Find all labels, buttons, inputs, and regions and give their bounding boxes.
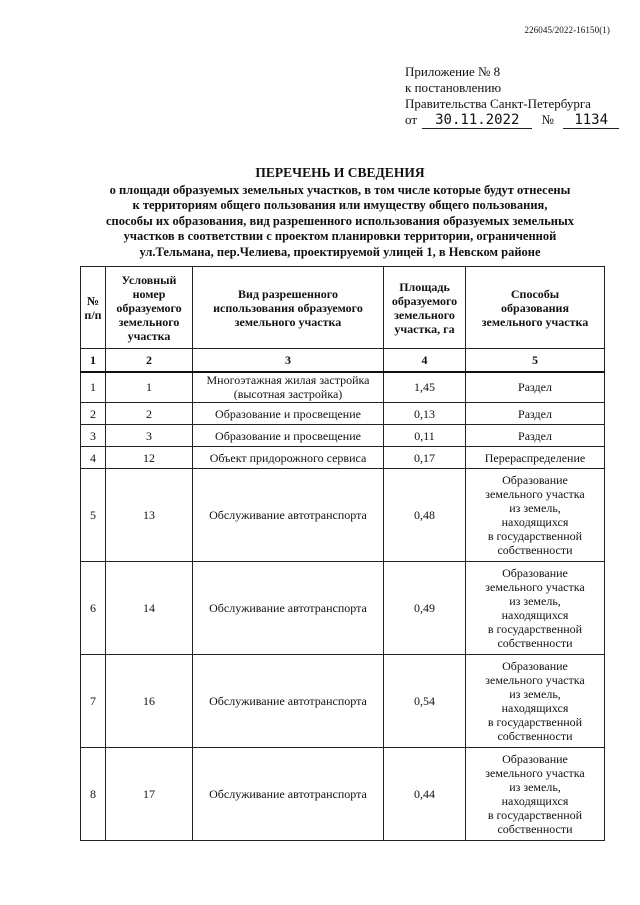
- column-index: 5: [466, 349, 605, 372]
- date-prefix: от: [405, 112, 418, 127]
- column-index: 1: [81, 349, 106, 372]
- plot-area: 0,44: [384, 748, 466, 841]
- permitted-use: Обслуживание автотранспорта: [193, 748, 384, 841]
- formation-method: Образование земельного участка из земель, находящихся в государственной собственности: [466, 562, 605, 655]
- table-header-row: [81, 267, 605, 349]
- plot-area: 0,13: [384, 403, 466, 425]
- table-row: [81, 447, 605, 469]
- row-number: 3: [81, 425, 106, 447]
- land-plots-table: [80, 266, 605, 841]
- column-index: 2: [106, 349, 193, 372]
- header-formation-method: Способы образования земельного участка: [466, 267, 605, 349]
- formation-method: Раздел: [466, 425, 605, 447]
- header-permitted-use: Вид разрешенного использования образуемого земельного участка: [193, 267, 384, 349]
- permitted-use: Образование и просвещение: [193, 425, 384, 447]
- plot-number: 13: [106, 469, 193, 562]
- title-line: к территориям общего пользования или имуществу общего пользования,: [132, 198, 548, 213]
- document-title: [70, 165, 610, 261]
- column-index-row: [81, 349, 605, 372]
- plot-number: 17: [106, 748, 193, 841]
- row-number: 7: [81, 655, 106, 748]
- title-line: способы их образования, вид разрешенного использования образуемых земельных: [106, 213, 574, 228]
- plot-number: 1: [106, 372, 193, 403]
- title-line: участков в соответствии с проектом планировки территории, ограниченной: [123, 229, 557, 244]
- appendix-title: Приложение № 8: [405, 64, 501, 79]
- plot-area: 0,49: [384, 562, 466, 655]
- table-row: [81, 562, 605, 655]
- permitted-use: Обслуживание автотранспорта: [193, 655, 384, 748]
- formation-method: Образование земельного участка из земель, находящихся в государственной собственности: [466, 469, 605, 562]
- document-id: 226045/2022-16150(1): [524, 25, 610, 35]
- permitted-use: Образование и просвещение: [193, 403, 384, 425]
- row-number: 2: [81, 403, 106, 425]
- title-main: ПЕРЕЧЕНЬ И СВЕДЕНИЯ: [255, 165, 425, 180]
- permitted-use: Объект придорожного сервиса: [193, 447, 384, 469]
- appendix-resolution: к постановлению: [405, 80, 502, 95]
- column-index: 3: [193, 349, 384, 372]
- table-row: [81, 748, 605, 841]
- row-number: 4: [81, 447, 106, 469]
- plot-area: 0,54: [384, 655, 466, 748]
- row-number: 1: [81, 372, 106, 403]
- header-number: № п/п: [81, 267, 106, 349]
- title-line: о площади образуемых земельных участков, в том числе которые будут отнесены: [109, 182, 571, 197]
- header-plot-number: Условный номер образуемого земельного участка: [106, 267, 193, 349]
- formation-method: Раздел: [466, 403, 605, 425]
- appendix-government: Правительства Санкт-Петербурга: [405, 96, 591, 111]
- plot-number: 12: [106, 447, 193, 469]
- formation-method: Раздел: [466, 372, 605, 403]
- resolution-date: 30.11.2022: [422, 112, 532, 129]
- plot-number: 2: [106, 403, 193, 425]
- permitted-use: Обслуживание автотранспорта: [193, 562, 384, 655]
- table-row: [81, 469, 605, 562]
- appendix-date-line: [405, 112, 619, 129]
- resolution-number: 1134: [563, 112, 619, 129]
- formation-method: Образование земельного участка из земель, находящихся в государственной собственности: [466, 655, 605, 748]
- column-index: 4: [384, 349, 466, 372]
- plot-area: 0,17: [384, 447, 466, 469]
- plot-area: 0,11: [384, 425, 466, 447]
- permitted-use: Обслуживание автотранспорта: [193, 469, 384, 562]
- plot-area: 0,48: [384, 469, 466, 562]
- plot-number: 3: [106, 425, 193, 447]
- table-row: [81, 372, 605, 403]
- formation-method: Перераспределение: [466, 447, 605, 469]
- title-line: ул.Тельмана, пер.Челиева, проектируемой улицей 1, в Невском районе: [139, 244, 541, 259]
- table-row: [81, 425, 605, 447]
- header-area: Площадь образуемого земельного участка, га: [384, 267, 466, 349]
- plot-number: 14: [106, 562, 193, 655]
- permitted-use: Многоэтажная жилая застройка (высотная застройка): [193, 372, 384, 403]
- table-row: [81, 403, 605, 425]
- plot-number: 16: [106, 655, 193, 748]
- row-number: 8: [81, 748, 106, 841]
- row-number: 5: [81, 469, 106, 562]
- table-row: [81, 655, 605, 748]
- formation-method: Образование земельного участка из земель, находящихся в государственной собственности: [466, 748, 605, 841]
- number-prefix: №: [541, 112, 554, 127]
- appendix-block: [405, 64, 619, 129]
- row-number: 6: [81, 562, 106, 655]
- plot-area: 1,45: [384, 372, 466, 403]
